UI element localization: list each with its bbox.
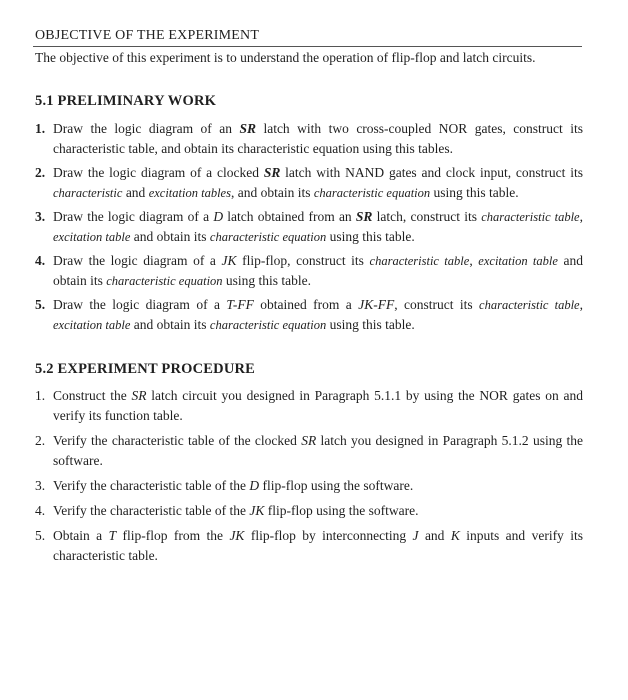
procedure-item-4 [35,501,583,521]
item-variable: K [450,528,460,543]
item-variable: SR [239,121,256,136]
item-text: flip-flop using the software. [264,503,419,518]
preliminary-item-5 [35,295,583,335]
item-number: 3. [35,209,46,224]
item-text: obtained from a [253,297,359,312]
item-emphasis: excitation table [478,254,558,268]
item-text: latch you designed in Paragraph 5.1.2 using the software. [53,433,583,468]
item-variable: SR [355,209,373,224]
item-variable: D [213,209,224,224]
preliminary-item-3 [35,207,583,247]
item-emphasis: characteristic [53,186,123,200]
item-emphasis: characteristic equation [106,274,223,288]
item-variable: JK [221,253,237,268]
procedure-list [35,386,583,566]
item-text: , and obtain its [230,185,314,200]
item-emphasis: excitation table [53,230,131,244]
item-text: , [579,297,583,312]
procedure-heading: 5.2 EXPERIMENT PROCEDURE [35,361,256,377]
procedure-item-3 [35,476,583,496]
item-text: Verify the characteristic table of the clocked [53,433,302,448]
item-number: 1. [35,121,46,136]
preliminary-list [35,119,583,335]
item-variable: JK [229,528,245,543]
item-number: 1. [35,388,46,403]
item-emphasis: characteristic equation [313,186,431,200]
item-text: Draw the logic diagram of a [53,297,227,312]
item-text: , [579,209,583,224]
procedure-item-5 [35,526,583,566]
item-variable: SR [301,433,317,448]
item-emphasis: characteristic table [369,254,470,268]
item-variable: T [108,528,117,543]
item-text: flip-flop, construct its [236,253,370,268]
item-number: 4. [35,253,46,268]
procedure-item-2 [35,431,583,471]
item-number: 5. [35,528,46,543]
objective-text: The objective of this experiment is to understand the operation of flip-flop and latch circuits. [35,50,536,65]
item-variable: JK [249,503,265,518]
item-emphasis: characteristic table [481,210,580,224]
item-variable: J [412,528,419,543]
item-text: latch with NAND gates and clock input, construct its [280,165,583,180]
item-variable: T-FF [226,297,254,312]
item-variable: SR [131,388,147,403]
item-text: Verify the characteristic table of the [53,503,250,518]
item-text: latch with two cross-coupled NOR gates, construct its characteristic table, and obtain its characteristic equation using this tables. [53,121,583,156]
item-text: flip-flop by interconnecting [244,528,413,543]
item-text: , construct its [394,297,480,312]
item-emphasis: characteristic equation [209,230,327,244]
item-text: flip-flop from the [116,528,230,543]
item-text: and [418,528,451,543]
item-number: 2. [35,165,46,180]
item-text: using this table. [430,185,519,200]
item-variable: D [249,478,260,493]
item-emphasis: characteristic equation [209,318,327,332]
item-text: and obtain its [130,317,210,332]
item-text: latch obtained from an [223,209,356,224]
item-number: 4. [35,503,46,518]
item-text: Draw the logic diagram of a [53,209,214,224]
item-text: using this table. [326,317,415,332]
item-text: latch, construct its [372,209,482,224]
item-number: 5. [35,297,46,312]
item-text: Obtain a [53,528,109,543]
item-text: using this table. [326,229,415,244]
item-emphasis: excitation table [53,318,131,332]
item-text: and obtain its [130,229,210,244]
item-text: , [469,253,479,268]
item-number: 2. [35,433,46,448]
preliminary-item-2 [35,163,583,203]
item-text: Draw the logic diagram of a [53,253,222,268]
item-text: latch circuit you designed in Paragraph 5.1.1 by using the NOR gates on and verify its function table. [53,388,583,423]
item-text: inputs and verify its characteristic table. [53,528,583,563]
preliminary-item-4 [35,251,583,291]
item-text: Verify the characteristic table of the [53,478,250,493]
item-text: and [122,185,149,200]
item-emphasis: excitation tables [148,186,231,200]
preliminary-item-1 [35,119,583,159]
item-text: and obtain its [53,253,584,288]
item-variable: JK-FF [358,297,395,312]
procedure-item-1 [35,386,583,426]
item-text: using this table. [222,273,312,288]
item-text: Construct the [53,388,132,403]
item-text: flip-flop using the software. [259,478,414,493]
objective-title: OBJECTIVE OF THE EXPERIMENT [35,28,260,43]
item-text: Draw the logic diagram of a clocked [53,165,264,180]
item-variable: SR [263,165,281,180]
item-text: Draw the logic diagram of an [53,121,240,136]
item-number: 3. [35,478,46,493]
item-emphasis: characteristic table [479,298,580,312]
preliminary-heading: 5.1 PRELIMINARY WORK [35,93,217,109]
title-divider [33,46,582,47]
